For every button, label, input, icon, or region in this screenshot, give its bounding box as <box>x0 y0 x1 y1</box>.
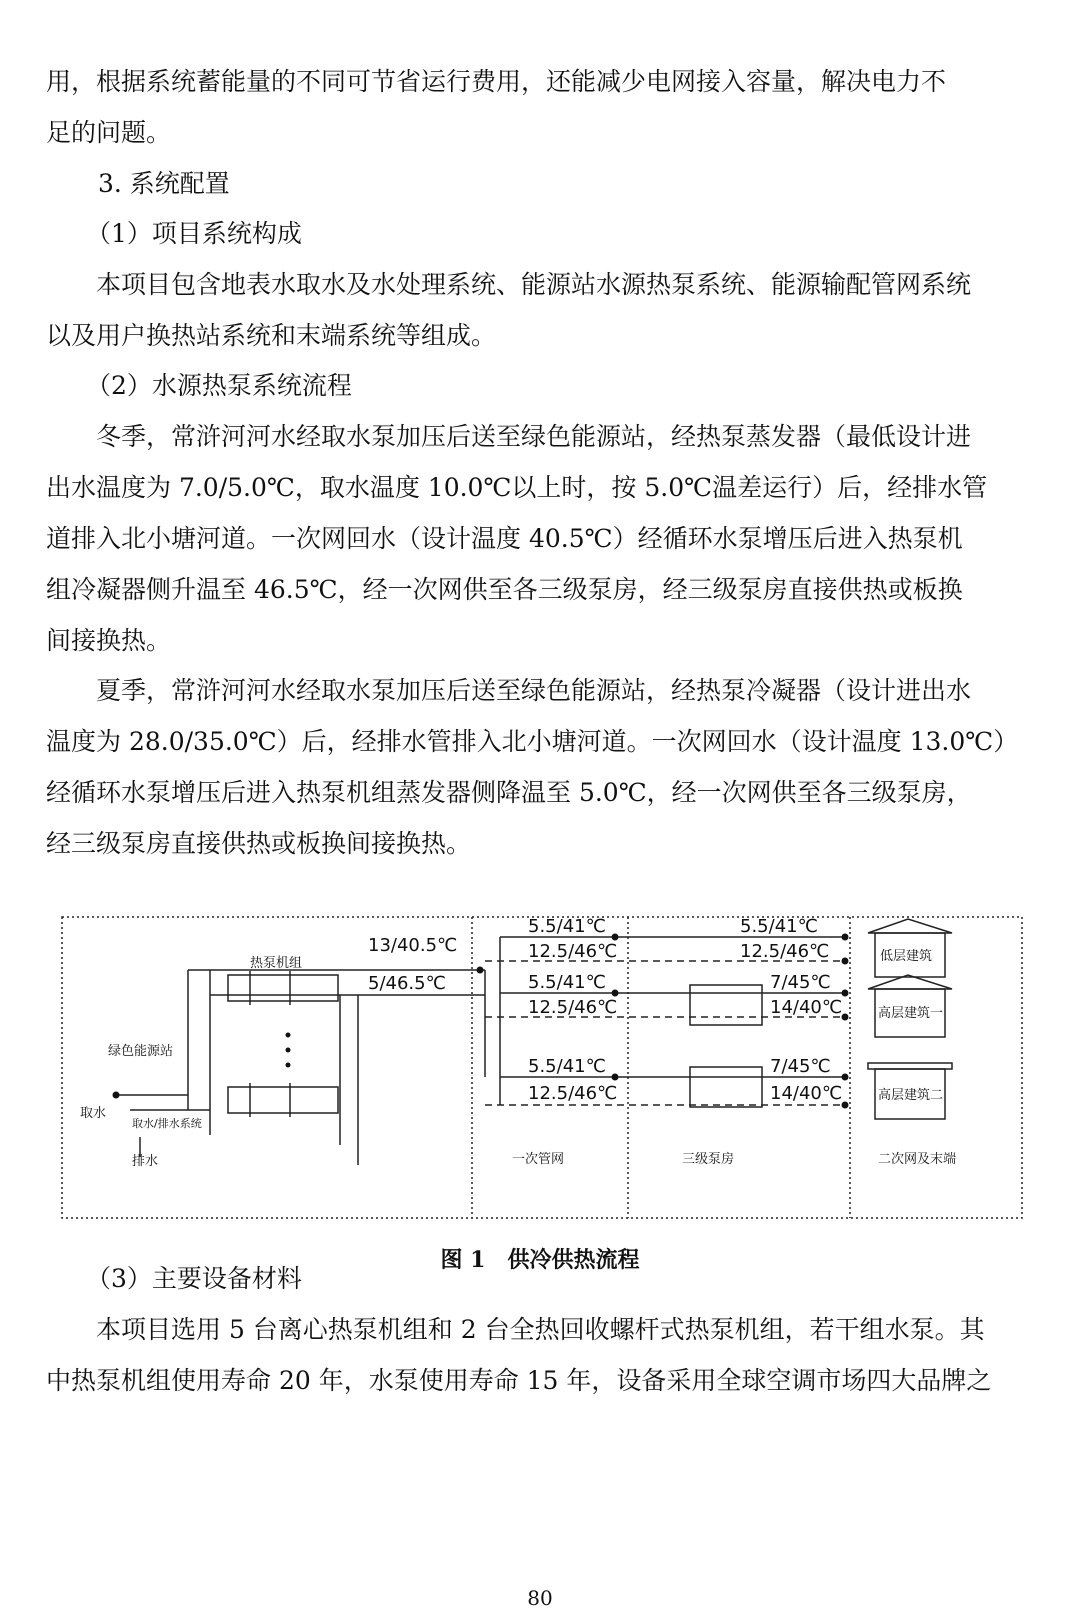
flow-diagram <box>60 915 1025 1225</box>
row3-left-return: 12.5/46℃ <box>528 1083 618 1104</box>
row1-left-supply: 5.5/41℃ <box>528 916 606 937</box>
section-heading: 3. 系统配置 <box>98 169 230 198</box>
building-high2-label: 高层建筑二 <box>878 1088 944 1103</box>
winter-paragraph <box>46 411 1034 666</box>
composition-paragraph <box>46 259 1034 361</box>
text-line: 道排入北小塘河道。一次网回水（设计温度 40.5℃）经循环水泵增压后进入热泵机 <box>46 524 963 553</box>
row3-right-return: 14/40℃ <box>770 1083 843 1104</box>
intake-label: 取水 <box>80 1106 107 1121</box>
row2-left-return: 12.5/46℃ <box>528 997 618 1018</box>
discharge-label: 排水 <box>132 1154 159 1169</box>
subsection-heading-1: （1）项目系统构成 <box>86 219 302 248</box>
station-label: 绿色能源站 <box>108 1044 174 1059</box>
figure-caption: 图 1 供冷供热流程 <box>440 1247 640 1273</box>
summer-paragraph <box>46 665 1034 869</box>
row3-left-supply: 5.5/41℃ <box>528 1056 606 1077</box>
text-line: 夏季，常浒河河水经取水泵加压后送至绿色能源站，经热泵冷凝器（设计进出水 <box>96 676 972 705</box>
flow-diagram-svg <box>60 915 1025 1225</box>
row2-left-supply: 5.5/41℃ <box>528 972 606 993</box>
text-line: 出水温度为 7.0/5.0℃，取水温度 10.0℃以上时，按 5.0℃温差运行）后，经排水管 <box>46 473 988 502</box>
building-low-label: 低层建筑 <box>880 949 933 964</box>
text-line: 组冷凝器侧升温至 46.5℃，经一次网供至各三级泵房，经三级泵房直接供热或板换 <box>46 575 963 604</box>
primary-network-label: 一次管网 <box>512 1152 565 1167</box>
pipe-nodes <box>113 934 849 1109</box>
subsection-heading-3: （3）主要设备材料 <box>86 1264 302 1293</box>
text-line: 经三级泵房直接供热或板换间接换热。 <box>46 829 472 858</box>
row2-right-supply: 7/45℃ <box>770 972 831 993</box>
text-line: 经循环水泵增压后进入热泵机组蒸发器侧降温至 5.0℃，经一次网供至各三级泵房， <box>46 778 972 807</box>
text-line: 足的问题。 <box>46 118 172 147</box>
row1-right-supply: 5.5/41℃ <box>740 916 818 937</box>
row1-right-return: 12.5/46℃ <box>740 941 830 962</box>
subsection-heading-2: （2）水源热泵系统流程 <box>86 371 352 400</box>
row1-left-return: 12.5/46℃ <box>528 941 618 962</box>
page-number: 80 <box>527 1586 553 1610</box>
secondary-network-label: 二次网及末端 <box>878 1152 957 1167</box>
text-line: 间接换热。 <box>46 626 172 655</box>
building-roof <box>868 1063 952 1069</box>
intro-paragraph <box>46 56 1034 158</box>
tertiary-pump-label: 三级泵房 <box>682 1152 735 1167</box>
main-return-temp: 13/40.5℃ <box>368 935 458 956</box>
text-line: 温度为 28.0/35.0℃）后，经排水管排入北小塘河道。一次网回水（设计温度 13.0℃） <box>46 727 1019 756</box>
heat-pump-unit <box>228 1087 338 1113</box>
text-line: 本项目包含地表水取水及水处理系统、能源站水源热泵系统、能源输配管网系统 <box>96 270 972 299</box>
text-line: 本项目选用 5 台离心热泵机组和 2 台全热回收螺杆式热泵机组，若干组水泵。其 <box>96 1315 985 1344</box>
text-line: 用，根据系统蓄能量的不同可节省运行费用，还能减少电网接入容量，解决电力不 <box>46 67 947 96</box>
heat-pump-label: 热泵机组 <box>250 956 303 971</box>
equipment-paragraph <box>46 1304 1034 1406</box>
main-supply-temp: 5/46.5℃ <box>368 973 446 994</box>
plate-heat-exchanger <box>690 1067 762 1107</box>
building-roof <box>868 919 952 933</box>
text-line: 中热泵机组使用寿命 20 年，水泵使用寿命 15 年，设备采用全球空调市场四大品牌之 <box>46 1366 992 1395</box>
text-line: 冬季，常浒河河水经取水泵加压后送至绿色能源站，经热泵蒸发器（最低设计进 <box>96 422 972 451</box>
row3-right-supply: 7/45℃ <box>770 1056 831 1077</box>
intake-system-label: 取水/排水系统 <box>132 1117 202 1130</box>
text-line: 以及用户换热站系统和末端系统等组成。 <box>46 321 497 350</box>
plate-heat-exchanger <box>690 985 762 1025</box>
heat-pump-unit <box>228 975 338 1001</box>
row2-right-return: 14/40℃ <box>770 997 843 1018</box>
building-high1-label: 高层建筑一 <box>878 1006 944 1021</box>
